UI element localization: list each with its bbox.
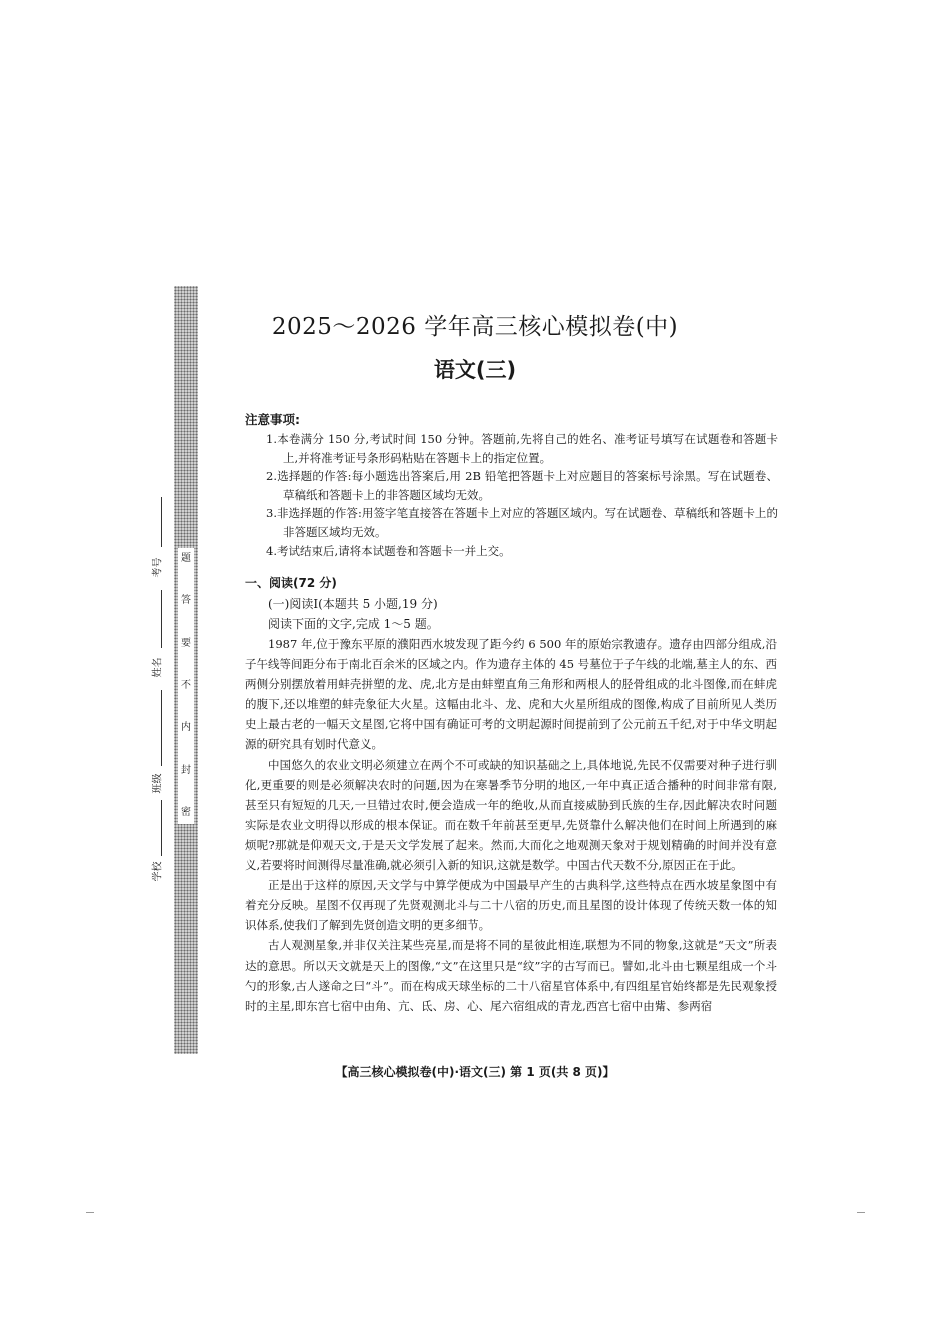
exam-title: 2025～2026 学年高三核心模拟卷(中) xyxy=(271,314,679,340)
seal-char: 内 xyxy=(181,722,191,734)
seal-char: 封 xyxy=(181,764,191,776)
section-heading: 一、阅读(72 分) xyxy=(245,576,337,590)
notice-item: 4.考试结束后,请将本试题卷和答题卡一并上交。 xyxy=(266,543,511,558)
subject-title: 语文(三) xyxy=(433,358,517,382)
passage-paragraph: 1987 年,位于豫东平原的濮阳西水坡发现了距今约 6 500 年的原始宗教遗存。遗存由四部分组成,沿子午线等间距分布于南北百余米的区域之内。作为遗存主体的 45 号墓位于子午线的北端,墓主人的东、西两侧分别摆放着用蚌壳拼塑的龙、虎,北方是由蚌塑直角三角形和两根人的胫骨组成的北斗图像,而在蚌虎的腹下,还以堆塑的蚌壳象征大火星。这幅由北斗、龙、虎和大火星所组成的图像,构成了目前所见人类历史上最古老的一幅天文星图,它将中国有确证可考的文明起源时间提前到了公元前五千纪,对于中华文明起源的研究具有划时代意义。 xyxy=(245,637,777,752)
page-footer: 【高三核心模拟卷(中)·语文(三) 第 1 页(共 8 页)】 xyxy=(335,1065,615,1079)
seal-char: 题 xyxy=(181,553,191,564)
field-class-label: 班级 xyxy=(152,773,164,794)
field-exam-number-line[interactable] xyxy=(161,497,162,547)
seal-char: 密 xyxy=(181,806,191,818)
scan-mark xyxy=(857,1212,865,1213)
seal-line-notice xyxy=(178,548,194,824)
passage-paragraph: 中国悠久的农业文明必须建立在两个不可或缺的知识基础之上,具体地说,先民不仅需要对种子进行驯化,更重要的则是必须解决农时的问题,因为在寒暑季节分明的地区,一年中真正适合播种的时间非常有限,甚至只有短短的几天,一旦错过农时,便会造成一年的绝收,从而直接威胁到氏族的生存,因此解决农时问题实际是农业文明得以形成的根本保证。而在数千年前甚至更早,先贤靠什么解决他们在时间上所遇到的麻烦呢?那就是仰观天文,于是天文学发展了起来。然而,大而化之地观测天象对于规划精确的时间并没有意义,若要将时间测得尽量准确,就必须引入新的知识,这就是数学。中国古代天数不分,原因正在于此。 xyxy=(245,757,777,873)
reading-passage xyxy=(245,634,777,1016)
field-school-label: 学校 xyxy=(152,861,164,882)
seal-char: 答 xyxy=(181,595,191,607)
notice-list xyxy=(266,430,778,560)
field-class-line[interactable] xyxy=(161,690,162,766)
section-instruction: 阅读下面的文字,完成 1～5 题。 xyxy=(268,617,439,631)
notice-heading: 注意事项: xyxy=(245,412,300,427)
section-subheading: (一)阅读Ⅰ(本题共 5 小题,19 分) xyxy=(268,597,438,611)
field-name-label: 姓名 xyxy=(152,657,164,678)
field-name-line[interactable] xyxy=(161,590,162,648)
scan-mark xyxy=(86,1212,94,1213)
passage-paragraph: 正是出于这样的原因,天文学与中算学便成为中国最早产生的古典科学,这些特点在西水坡星象图中有着充分反映。星图不仅再现了先贤观测北斗与二十八宿的历史,而且星图的设计体现了传统天数一体的知识体系,使我们了解到先贤创造文明的更多细节。 xyxy=(245,878,777,933)
notice-item: 1.本卷满分 150 分,考试时间 150 分钟。答题前,先将自己的姓名、准考证号填写在试题卷和答题卡上,并将准考证号条形码粘贴在答题卡上的指定位置。 xyxy=(266,432,778,465)
field-school-line[interactable] xyxy=(161,800,162,856)
passage-paragraph: 古人观测星象,并非仅关注某些亮星,而是将不同的星彼此相连,联想为不同的物象,这就是“天文”所表达的意思。所以天文就是天上的图像,“文”在这里只是“纹”字的古写而已。譬如,北斗由七颗星组成一个斗勺的形象,古人遂命之曰“斗”。而在构成天球坐标的二十八宿星官体系中,有四组星官始终都是先民观象授时的主星,即东宫七宿中由角、亢、氐、房、心、尾六宿组成的青龙,西宫七宿中由觜、参两宿 xyxy=(245,938,777,1013)
seal-char: 要 xyxy=(181,637,191,649)
field-exam-number-label: 考号 xyxy=(152,557,164,578)
notice-item: 2.选择题的作答:每小题选出答案后,用 2B 铅笔把答题卡上对应题目的答案标号涂黑。写在试题卷、草稿纸和答题卡上的非答题区域均无效。 xyxy=(266,469,778,502)
notice-item: 3.非选择题的作答:用签字笔直接答在答题卡上对应的答题区域内。写在试题卷、草稿纸和答题卡上的非答题区域均无效。 xyxy=(266,506,778,539)
seal-char: 不 xyxy=(181,679,191,691)
